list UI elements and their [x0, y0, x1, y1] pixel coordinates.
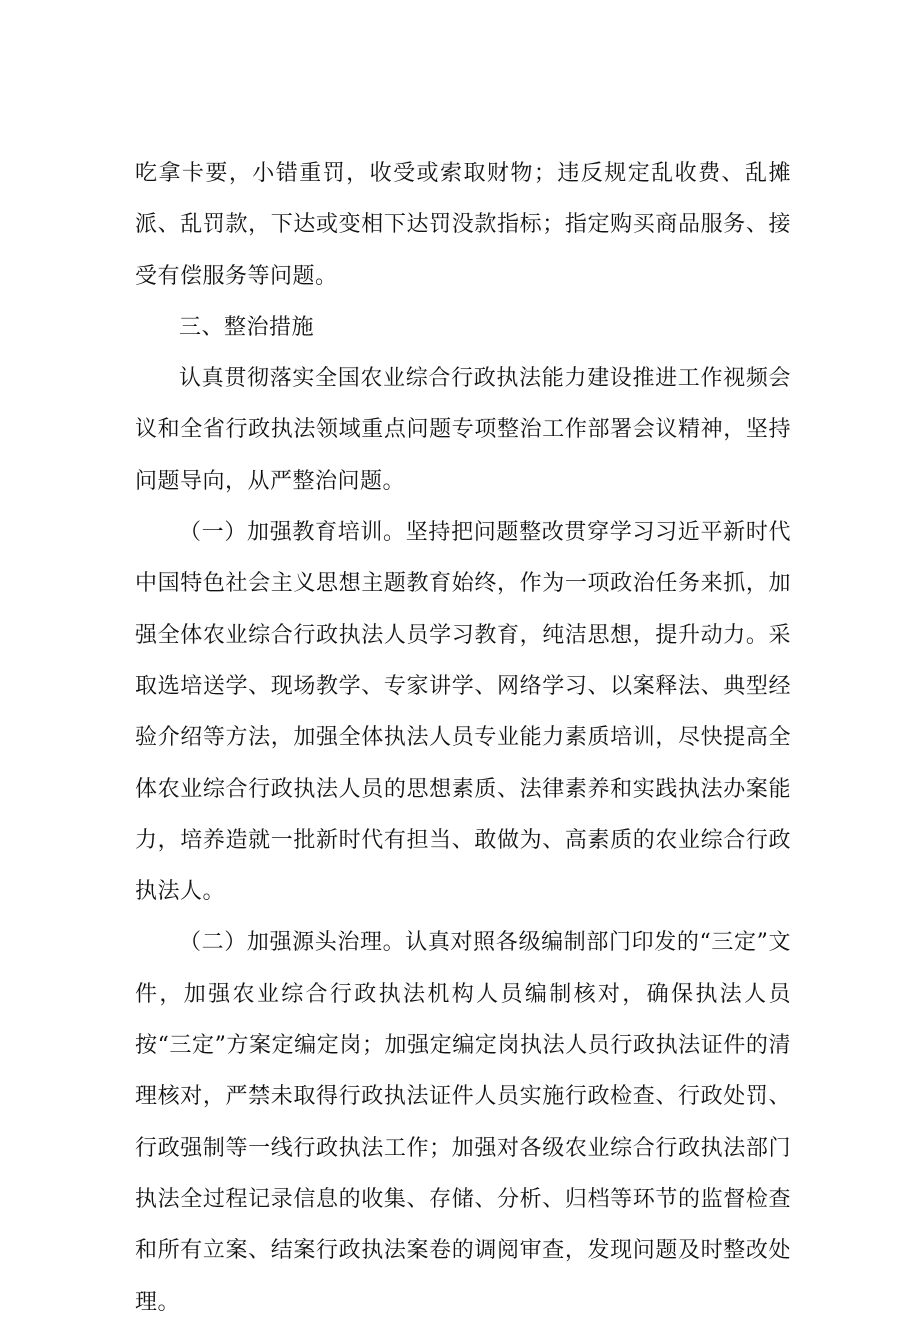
paragraph-continuation: 吃拿卡要，小错重罚，收受或索取财物；违反规定乱收费、乱摊派、乱罚款，下达或变相下达罚没款指标；指定购买商品服务、接受有偿服务等问题。	[135, 161, 791, 289]
document-body	[135, 148, 791, 1328]
paragraph-item-2: （二）加强源头治理。认真对照各级编制部门印发的“三定”文件，加强农业综合行政执法机构人员编制核对，确保执法人员按“三定”方案定编定岗；加强定编定岗执法人员行政执法证件的清理核对，严禁未取得行政执法证件人员实施行政检查、行政处罚、行政强制等一线行政执法工作；加强对各级农业综合行政执法部门执法全过程记录信息的收集、存储、分析、归档等环节的监督检查和所有立案、结案行政执法案卷的调阅审查，发现问题及时整改处理。	[135, 930, 791, 1315]
paragraph-item-1: （一）加强教育培训。坚持把问题整改贯穿学习习近平新时代中国特色社会主义思想主题教育始终，作为一项政治任务来抓，加强全体农业综合行政执法人员学习教育，纯洁思想，提升动力。采取选培送学、现场教学、专家讲学、网络学习、以案释法、典型经验介绍等方法，加强全体执法人员专业能力素质培训，尽快提高全体农业综合行政执法人员的思想素质、法律素养和实践执法办案能力，培养造就一批新时代有担当、敢做为、高素质的农业综合行政执法人。	[135, 520, 791, 905]
paragraph-intro: 认真贯彻落实全国农业综合行政执法能力建设推进工作视频会议和全省行政执法领域重点问题专项整治工作部署会议精神，坚持问题导向，从严整治问题。	[135, 366, 791, 494]
section-heading: 三、整治措施	[179, 314, 315, 340]
